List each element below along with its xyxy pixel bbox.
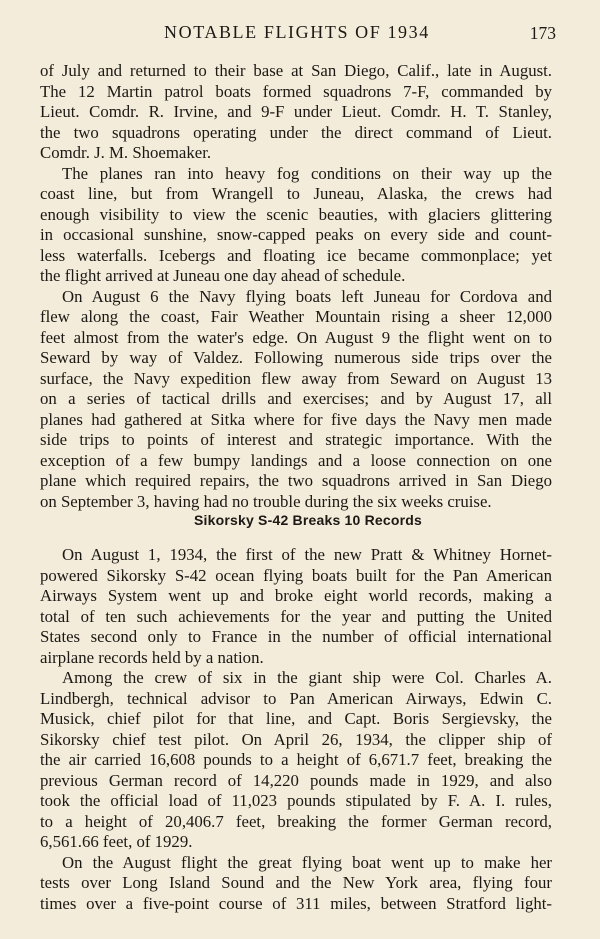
text-line: airplane records held by a nation. — [40, 647, 264, 667]
text-line: the air carried 16,608 pounds to a height of 6,671.7 feet, breaking the — [40, 750, 552, 769]
text-line: States second only to France in the number of official international — [40, 627, 552, 646]
text-line: Lindbergh, technical advisor to Pan American Airways, Edwin C. — [40, 688, 552, 708]
text-line: plane which required repairs, the two squadrons arrived in San Diego — [40, 471, 552, 490]
text-line: The planes ran into heavy fog conditions on their way up the — [62, 163, 552, 183]
page-header — [150, 22, 570, 48]
text-line: in occasional sunshine, snow-capped peaks on every side and count- — [40, 225, 552, 244]
text-line: flew along the coast, Fair Weather Mountain rising a sheer 12,000 — [40, 307, 552, 326]
text-line: the two squadrons operating under the direct command of Lieut. — [40, 122, 552, 142]
text-line: On August 6 the Navy flying boats left Juneau for Cordova and — [62, 286, 552, 306]
text-line: On the August flight the great flying boat went up to make her — [62, 852, 552, 872]
text-line: Among the crew of six in the giant ship were Col. Charles A. — [62, 668, 552, 687]
text-line: took the official load of 11,023 pounds stipulated by F. A. I. rules, — [40, 791, 552, 810]
page-number: 173 — [529, 23, 556, 43]
text-line: the flight arrived at Juneau one day ahead of schedule. — [40, 266, 406, 285]
paragraph — [40, 545, 552, 668]
text-line: powered Sikorsky S-42 ocean flying boats built for the Pan American — [40, 565, 552, 585]
paragraph — [40, 287, 552, 513]
text-line: Musick, chief pilot for that line, and Capt. Boris Sergievsky, the — [40, 709, 552, 728]
text-line: exception of a few bumpy landings and a loose connection on one — [40, 450, 552, 470]
text-line: tests over Long Island Sound and the New York area, flying four — [40, 873, 552, 892]
paragraph — [40, 668, 552, 853]
body-text-bottom — [40, 545, 552, 914]
text-line: enough visibility to view the scenic beauties, with glaciers glittering — [40, 204, 552, 224]
text-line: less waterfalls. Icebergs and floating ice became commonplace; yet — [40, 245, 552, 265]
text-line: Lieut. Comdr. R. Irvine, and 9-F under Lieut. Comdr. H. T. Stanley, — [40, 102, 552, 121]
section-heading: Sikorsky S-42 Breaks 10 Records — [194, 512, 422, 528]
text-line: Comdr. J. M. Shoemaker. — [40, 143, 212, 162]
text-line: of July and returned to their base at San Diego, Calif., late in August. — [40, 61, 552, 80]
text-line: Airways System went up and broke eight world records, making a — [40, 586, 552, 605]
text-line: side trips to points of interest and strategic importance. With the — [40, 430, 552, 449]
text-line: on September 3, having had no trouble during the six weeks cruise. — [40, 491, 492, 511]
text-line: feet almost from the water's edge. On August 9 the flight went on to — [40, 327, 552, 347]
text-line: on a series of tactical drills and exercises; and by August 17, all — [40, 389, 552, 408]
text-line: On August 1, 1934, the first of the new Pratt & Whitney Hornet- — [62, 545, 552, 564]
running-title: NOTABLE FLIGHTS OF 1934 — [164, 22, 430, 42]
text-line: surface, the Navy expedition flew away from Seward on August 13 — [40, 368, 552, 388]
text-line: 6,561.66 feet, of 1929. — [40, 832, 193, 851]
paragraph — [40, 853, 552, 915]
text-line: Sikorsky chief test pilot. On April 26, 1934, the clipper ship of — [40, 729, 552, 749]
text-line: Seward by way of Valdez. Following numerous side trips over the — [40, 348, 552, 367]
text-line: The 12 Martin patrol boats formed squadrons 7-F, commanded by — [40, 81, 552, 101]
text-line: coast line, but from Wrangell to Juneau, Alaska, the crews had — [40, 184, 552, 203]
text-line: previous German record of 14,220 pounds made in 1929, and also — [40, 770, 552, 790]
paragraph — [40, 61, 552, 164]
text-line: times over a five-point course of 311 miles, between Stratford light- — [40, 893, 552, 913]
text-line: total of ten such achievements for the year and putting the United — [40, 606, 552, 626]
text-line: to a height of 20,406.7 feet, breaking the former German record, — [40, 811, 552, 831]
paragraph — [40, 164, 552, 287]
text-line: planes had gathered at Sitka where for five days the Navy men made — [40, 409, 552, 429]
body-text-top — [40, 61, 552, 512]
